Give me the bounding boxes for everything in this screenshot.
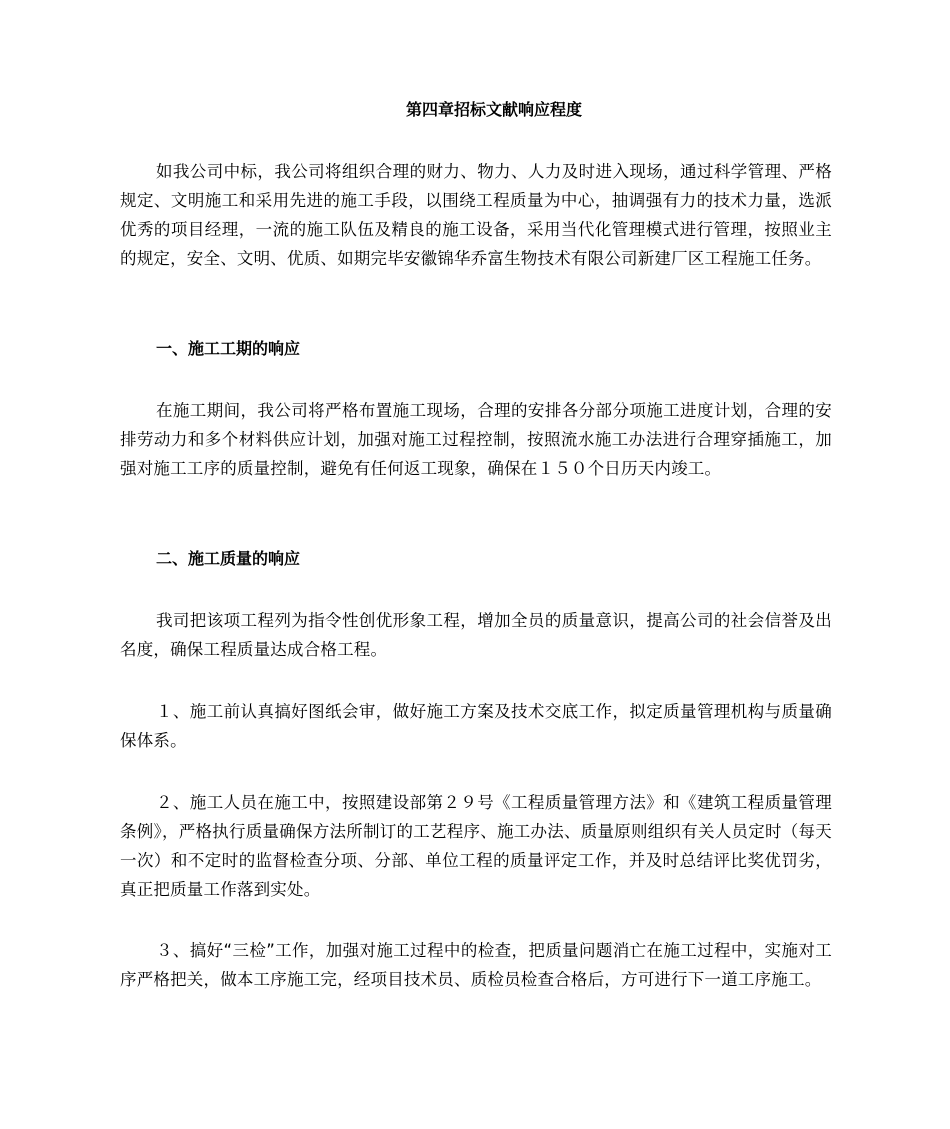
section-1-heading: 一、施工工期的响应 [156,339,301,358]
quality-item-3: ３、搞好“三检”工作，加强对施工过程中的检查，把质量问题消亡在施工过程中，实施对工序严格把关，做本工序施工完，经项目技术员、质检员检查合格后，方可进行下一道工序施工。 [120,941,832,989]
quality-item-2: ２、施工人员在施工中，按照建设部第２９号《工程质量管理方法》和《建筑工程质量管理条例》，严格执行质量确保方法所制订的工艺程序、施工办法、质量原则组织有关人员定时（每天一次）和不定时的监督检查分项、分部、单位工程的质量评定工作，并及时总结评比奖优罚劣，真正把质量工作落到实处。 [120,793,832,899]
section-2-paragraph: 我司把该项工程列为指令性创优形象工程，增加全员的质量意识，提高公司的社会信誉及出名度，确保工程质量达成合格工程。 [120,611,832,659]
document-title: 第四章招标文献响应程度 [405,100,582,119]
intro-paragraph: 如我公司中标，我公司将组织合理的财力、物力、人力及时进入现场，通过科学管理、严格规定、文明施工和采用先进的施工手段，以围绕工程质量为中心，抽调强有力的技术力量，选派优秀的项目经理，一流的施工队伍及精良的施工设备，采用当代化管理模式进行管理，按照业主的规定，安全、文明、优质、如期完毕安徽锦华乔富生物技术有限公司新建厂区工程施工任务。 [120,162,832,268]
section-2-heading: 二、施工质量的响应 [156,549,301,568]
quality-item-1: １、施工前认真搞好图纸会审，做好施工方案及技术交底工作，拟定质量管理机构与质量确保体系。 [120,702,832,750]
section-1-paragraph: 在施工期间，我公司将严格布置施工现场，合理的安排各分部分项施工进度计划，合理的安排劳动力和多个材料供应计划，加强对施工过程控制，按照流水施工办法进行合理穿插施工，加强对施工工序的质量控制，避免有任何返工现象，确保在１５０个日历天内竣工。 [120,401,832,478]
